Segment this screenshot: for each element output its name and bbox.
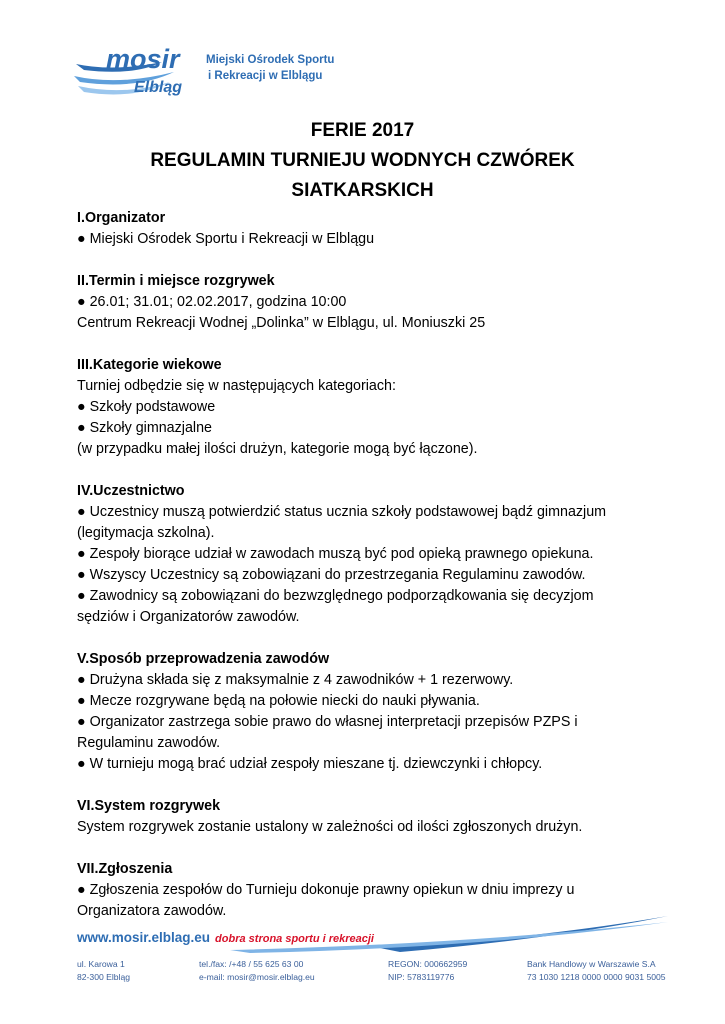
regulations-body (77, 208, 667, 922)
footer-nip: NIP: 5783119776 (388, 972, 455, 982)
section-line: (w przypadku małej ilości drużyn, kategorie mogą być łączone). (77, 441, 478, 457)
footer-bank-name: Bank Handlowy w Warszawie S.A (527, 959, 656, 969)
section-heading: III.Kategorie wiekowe (77, 357, 222, 373)
section-organizer (77, 208, 667, 250)
org-name-line2: i Rekreacji w Elblągu (208, 70, 323, 82)
section-heading: VII.Zgłoszenia (77, 861, 173, 877)
section-participation (77, 481, 667, 628)
footer-address-line1: ul. Karowa 1 (77, 959, 125, 969)
section-line: ● Wszyscy Uczestnicy są zobowiązani do przestrzegania Regulaminu zawodów. (77, 567, 586, 583)
footer-address-line2: 82-300 Elbląg (77, 972, 131, 982)
section-line: ● Miejski Ośrodek Sportu i Rekreacji w Elblągu (77, 231, 375, 247)
page-title-line3: SIATKARSKICH (291, 180, 434, 201)
section-line: Turniej odbędzie się w następujących kategoriach: (77, 378, 396, 394)
section-line: sędziów i Organizatorów zawodów. (77, 609, 300, 625)
logo-word: mosir (106, 44, 180, 74)
section-line: ● Zgłoszenia zespołów do Turnieju dokonuje prawny opiekun w dniu imprezy u (77, 882, 575, 898)
section-line: System rozgrywek zostanie ustalony w zależności od ilości zgłoszonych drużyn. (77, 819, 583, 835)
section-heading: IV.Uczestnictwo (77, 483, 185, 499)
footer-registry (388, 958, 467, 984)
org-name-line1: Miejski Ośrodek Sportu (206, 54, 335, 66)
section-line: (legitymacja szkolna). (77, 525, 215, 541)
section-line: Centrum Rekreacji Wodnej „Dolinka” w Elblągu, ul. Moniuszki 25 (77, 315, 486, 331)
footer-slogan: dobra strona sportu i rekreacji (215, 933, 374, 945)
footer-website[interactable] (77, 930, 374, 945)
section-line: ● Szkoły gimnazjalne (77, 420, 212, 436)
section-age-categories (77, 355, 667, 460)
footer-regon: REGON: 000662959 (388, 959, 468, 969)
page-title-line1: FERIE 2017 (310, 120, 415, 141)
footer-swoosh-dark (380, 916, 668, 952)
section-line: Regulaminu zawodów. (77, 735, 221, 751)
section-heading: II.Termin i miejsce rozgrywek (77, 273, 275, 289)
section-system (77, 796, 667, 838)
footer-address (77, 958, 130, 984)
section-line: Organizatora zawodów. (77, 903, 227, 919)
footer-phone: tel./fax: /+48 / 55 625 63 00 (199, 959, 304, 969)
section-heading: I.Organizator (77, 210, 166, 226)
section-line: ● Drużyna składa się z maksymalnie z 4 zawodników + 1 rezerwowy. (77, 672, 514, 688)
logo-city: Elbląg (134, 79, 183, 96)
footer-bank-account: 73 1030 1218 0000 0000 9031 5005 (527, 972, 666, 982)
footer-email[interactable]: e-mail: mosir@mosir.elblag.eu (199, 972, 315, 982)
section-line: ● Organizator zastrzega sobie prawo do własnej interpretacji przepisów PZPS i (77, 714, 578, 730)
section-line: ● Zawodnicy są zobowiązani do bezwzględnego podporządkowania się decyzjom (77, 588, 594, 604)
footer-bank (527, 958, 666, 984)
section-line: ● 26.01; 31.01; 02.02.2017, godzina 10:00 (77, 294, 347, 310)
section-heading: VI.System rozgrywek (77, 798, 221, 814)
section-line: ● Uczestnicy muszą potwierdzić status ucznia szkoły podstawowej bądź gimnazjum (77, 504, 607, 520)
section-date-place (77, 271, 667, 334)
section-line: ● Mecze rozgrywane będą na połowie niecki do nauki pływania. (77, 693, 480, 709)
section-heading: V.Sposób przeprowadzenia zawodów (77, 651, 330, 667)
footer-url-text[interactable]: www.mosir.elblag.eu (77, 930, 211, 945)
section-conduct (77, 649, 667, 775)
section-line: ● Szkoły podstawowe (77, 399, 216, 415)
footer-contact (199, 958, 315, 984)
section-line: ● W turnieju mogą brać udział zespoły mieszane tj. dziewczynki i chłopcy. (77, 756, 543, 772)
mosir-logo (74, 42, 204, 100)
section-line: ● Zespoły biorące udział w zawodach muszą być pod opieką prawnego opiekuna. (77, 546, 594, 562)
page-title-line2: REGULAMIN TURNIEJU WODNYCH CZWÓREK (150, 150, 575, 171)
